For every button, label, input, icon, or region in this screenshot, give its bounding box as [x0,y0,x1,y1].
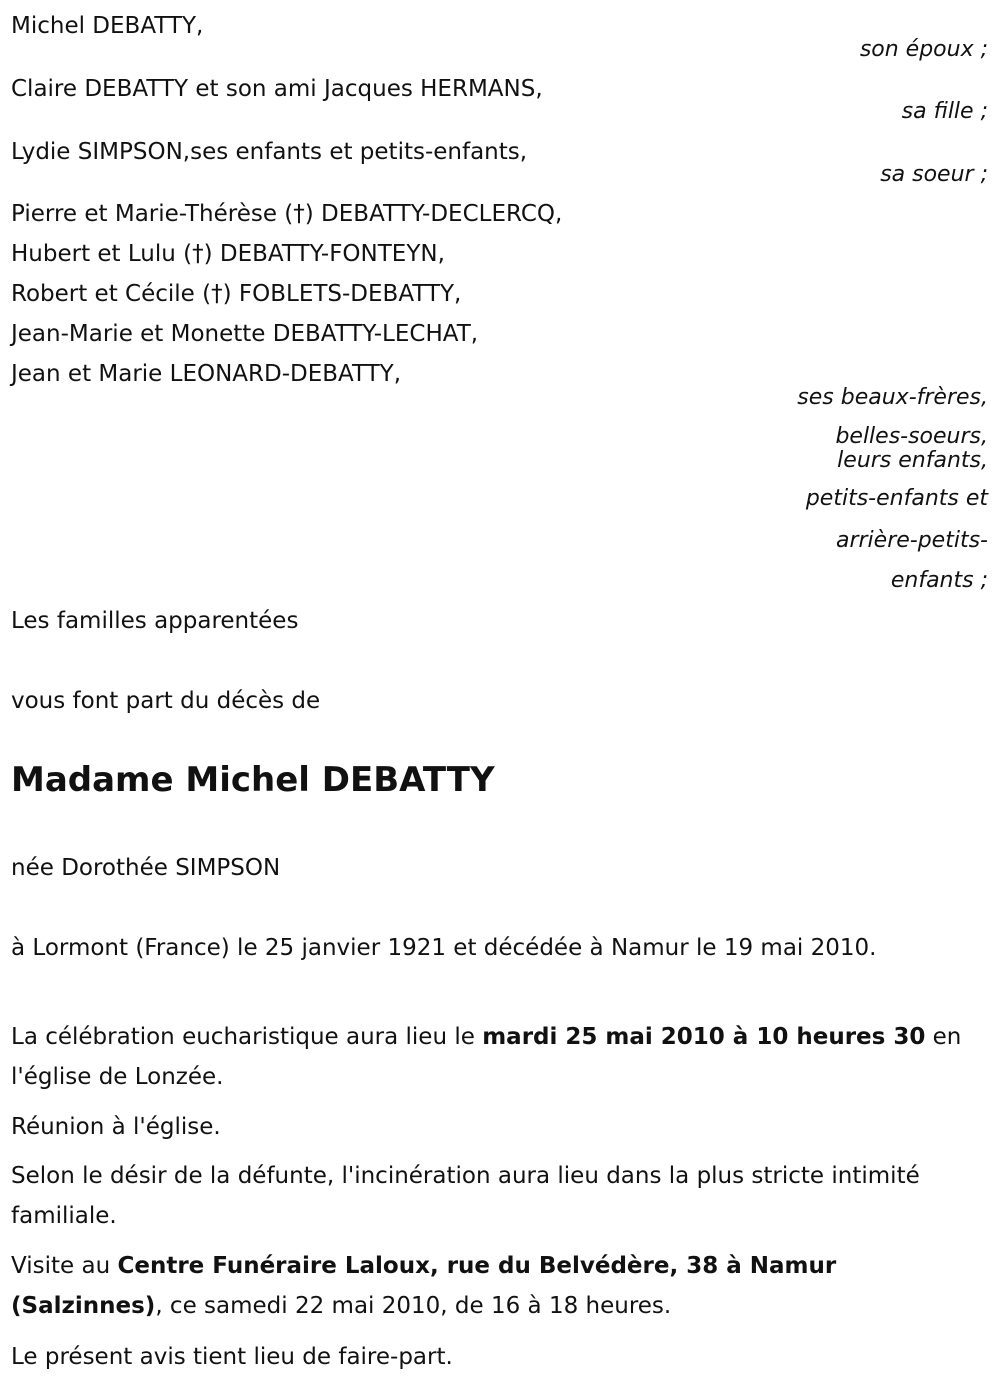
ceremony-date: mardi 25 mai 2010 à 10 heures 30 [482,1024,926,1050]
cremation-paragraph: Selon le désir de la défunte, l'incinération aura lieu dans la plus stricte intimité familiale. [11,1163,920,1229]
in-law-name: Robert et Cécile (†) FOBLETS-DEBATTY, [11,281,462,307]
family-relation: sa soeur ; [880,162,988,187]
in-law-relation: belles-soeurs, [835,424,988,449]
ceremony-place: en l'église de Lonzée. [11,1024,962,1090]
in-law-name: Jean et Marie LEONARD-DEBATTY, [11,361,402,387]
visit-time: , ce samedi 22 mai 2010, de 16 à 18 heures. [155,1293,672,1319]
in-law-name: Pierre et Marie-Thérèse (†) DEBATTY-DECLERCQ, [11,201,563,227]
birth-death-paragraph: à Lormont (France) le 25 janvier 1921 et décédée à Namur le 19 mai 2010. [11,935,877,961]
announcement: vous font part du décès de [11,688,321,714]
in-law-relation: ses beaux-frères, [797,385,988,410]
related-families: Les familles apparentées [11,608,299,634]
in-law-relation: enfants ; [890,568,988,593]
visit-text: Visite au [11,1253,118,1279]
family-name: Michel DEBATTY, [11,13,204,39]
in-law-relation: arrière-petits- [835,528,988,553]
born-name: née Dorothée SIMPSON [11,855,281,881]
family-name: Lydie SIMPSON,ses enfants et petits-enfants, [11,139,528,165]
in-law-relation: petits-enfants et [805,486,988,511]
closing-paragraph: Le présent avis tient lieu de faire-part. [11,1344,453,1370]
in-law-relation: leurs enfants, [837,448,988,473]
visit-paragraph [11,1246,976,1326]
deceased-name: Madame Michel DEBATTY [11,760,495,800]
meeting-paragraph: Réunion à l'église. [11,1114,221,1140]
visit-location: Centre Funéraire Laloux, rue du Belvédère, 38 à Namur (Salzinnes) [11,1253,837,1319]
family-relation: son époux ; [859,37,988,62]
family-relation: sa fille ; [901,99,988,124]
ceremony-text: La célébration eucharistique aura lieu le [11,1024,483,1050]
in-law-name: Hubert et Lulu (†) DEBATTY-FONTEYN, [11,241,445,267]
in-law-name: Jean-Marie et Monette DEBATTY-LECHAT, [11,321,479,347]
family-name: Claire DEBATTY et son ami Jacques HERMANS, [11,76,543,102]
ceremony-paragraph [11,1017,976,1097]
